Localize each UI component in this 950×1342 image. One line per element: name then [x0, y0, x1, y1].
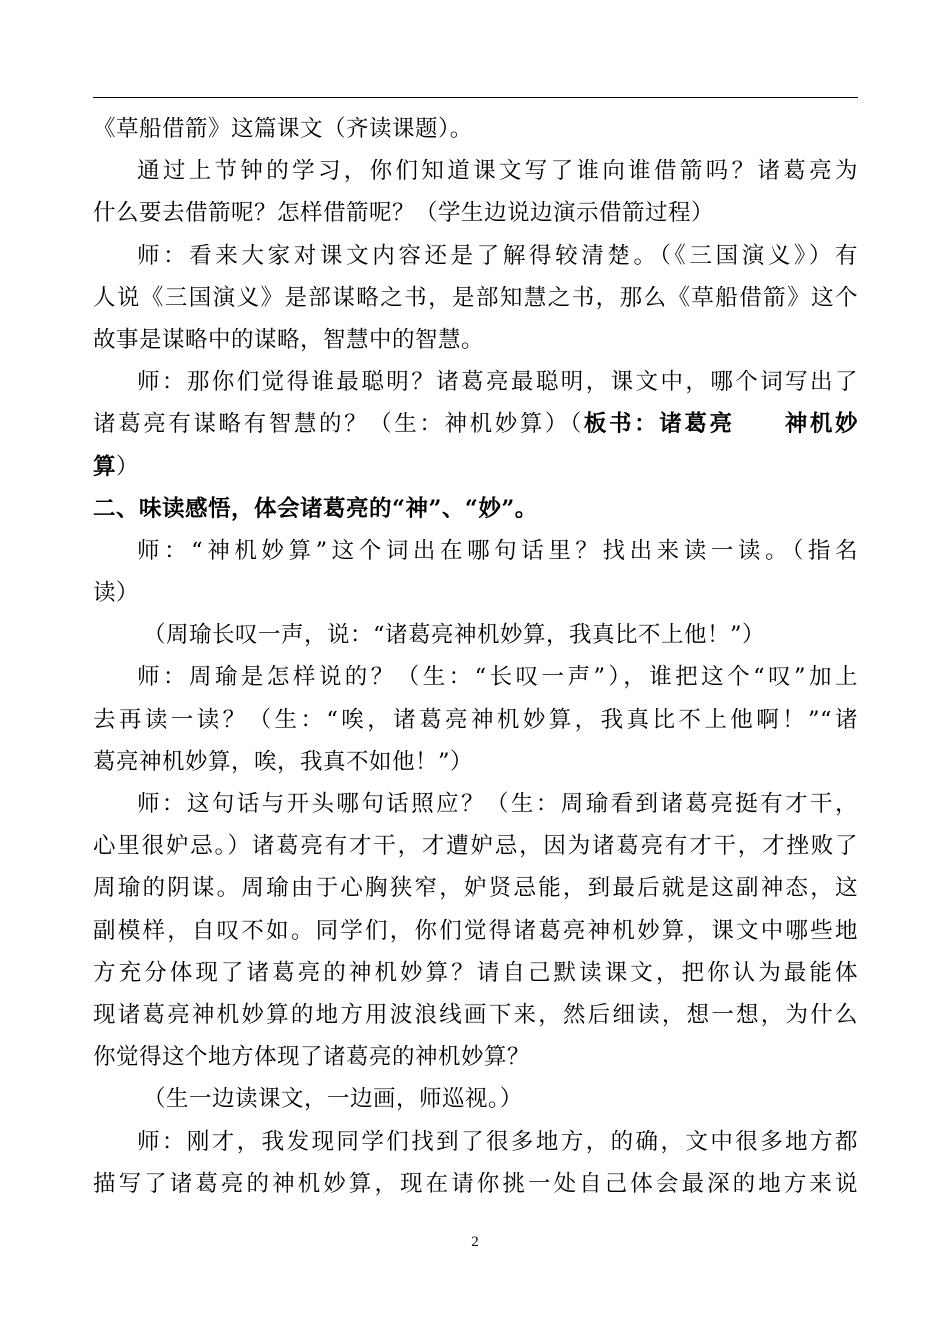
text-line [93, 488, 858, 530]
text-run: 故事是谋略中的谋略，智慧中的智慧。 [93, 326, 485, 353]
document-body [93, 108, 858, 1205]
text-line [93, 235, 858, 277]
text-line [93, 192, 858, 234]
text-line [93, 699, 858, 741]
text-run: 什么要去借箭呢？怎样借箭呢？（学生边说边演示借箭过程） [93, 200, 715, 227]
text-run: 师：“神机妙算”这个词出在哪句话里？找出来读一读。（指名 [137, 537, 858, 564]
text-line [93, 783, 858, 825]
text-run: 算 [93, 453, 117, 480]
text-line [93, 1036, 858, 1078]
text-line [93, 277, 858, 319]
text-line [93, 1163, 858, 1205]
text-line [93, 614, 858, 656]
text-run: 师：看来大家对课文内容还是了解得较清楚。（《三国演义》）有 [137, 242, 858, 269]
text-line [93, 867, 858, 909]
text-run: 《草船借箭》这篇课文（齐读课题）。 [93, 116, 473, 142]
text-run: 诸葛亮有谋略有智慧的？（生：神机妙算）（ [93, 411, 584, 438]
text-run: 读） [93, 580, 140, 607]
text-run: 周瑜的阴谋。周瑜由于心胸狭窄，妒贤忌能，到最后就是这副神态，这 [93, 875, 858, 902]
text-line [93, 952, 858, 994]
text-run: 师：这句话与开头哪句话照应？（生：周瑜看到诸葛亮挺有才干， [137, 791, 858, 817]
text-run: 副模样，自叹不如。同学们，你们觉得诸葛亮神机妙算，课文中哪些地 [93, 917, 858, 944]
text-run: 板书：诸葛亮 神机妙 [583, 411, 858, 438]
text-line [93, 825, 858, 867]
text-run: 你觉得这个地方体现了诸葛亮的神机妙算？ [93, 1044, 531, 1071]
text-run: 葛亮神机妙算，唉，我真不如他！”） [93, 748, 474, 775]
text-line [93, 1121, 858, 1163]
text-line [93, 150, 858, 192]
text-run: 人说《三国演义》是部谋略之书，是部知慧之书，那么《草船借箭》这个 [93, 284, 858, 311]
text-line [93, 1078, 858, 1120]
text-run: ） [116, 453, 140, 480]
text-run: 师：刚才，我发现同学们找到了很多地方，的确，文中很多地方都 [137, 1128, 858, 1155]
text-line [93, 656, 858, 698]
text-line [93, 741, 858, 783]
text-line [93, 530, 858, 572]
text-run: 师：那你们觉得谁最聪明？诸葛亮最聪明，课文中，哪个词写出了 [137, 369, 858, 396]
text-run: 师：周瑜是怎样说的？（生：“长叹一声”），谁把这个“叹”加上 [137, 664, 858, 691]
text-line [93, 361, 858, 403]
text-line [93, 910, 858, 952]
text-line [93, 403, 858, 445]
text-run: 心里很妒忌。）诸葛亮有才干，才遭妒忌，因为诸葛亮有才干，才挫败了 [93, 833, 858, 860]
text-line [93, 108, 858, 150]
text-run: 通过上节钟的学习，你们知道课文写了谁向谁借箭吗？诸葛亮为 [137, 158, 858, 185]
text-run: 描写了诸葛亮的神机妙算，现在请你挑一处自己体会最深的地方来说 [93, 1170, 858, 1197]
text-run: 现诸葛亮神机妙算的地方用波浪线画下来，然后细读，想一想，为什么 [93, 1001, 858, 1028]
text-run: （周瑜长叹一声，说：“诸葛亮神机妙算，我真比不上他！”） [143, 622, 766, 649]
header-rule [93, 97, 858, 98]
text-run: 方充分体现了诸葛亮的神机妙算？请自己默读课文，把你认为最能体 [93, 959, 858, 986]
text-run: 去再读一读？（生：“唉，诸葛亮神机妙算，我真比不上他啊！”“诸 [93, 706, 858, 733]
text-line [93, 319, 858, 361]
text-line [93, 572, 858, 614]
page-number: 2 [471, 1234, 479, 1250]
text-line [93, 994, 858, 1036]
text-run: （生一边读课文，一边画，师巡视。） [143, 1086, 523, 1113]
text-line [93, 446, 858, 488]
text-run: 二、味读感悟，体会诸葛亮的“神”、“妙”。 [93, 495, 538, 522]
